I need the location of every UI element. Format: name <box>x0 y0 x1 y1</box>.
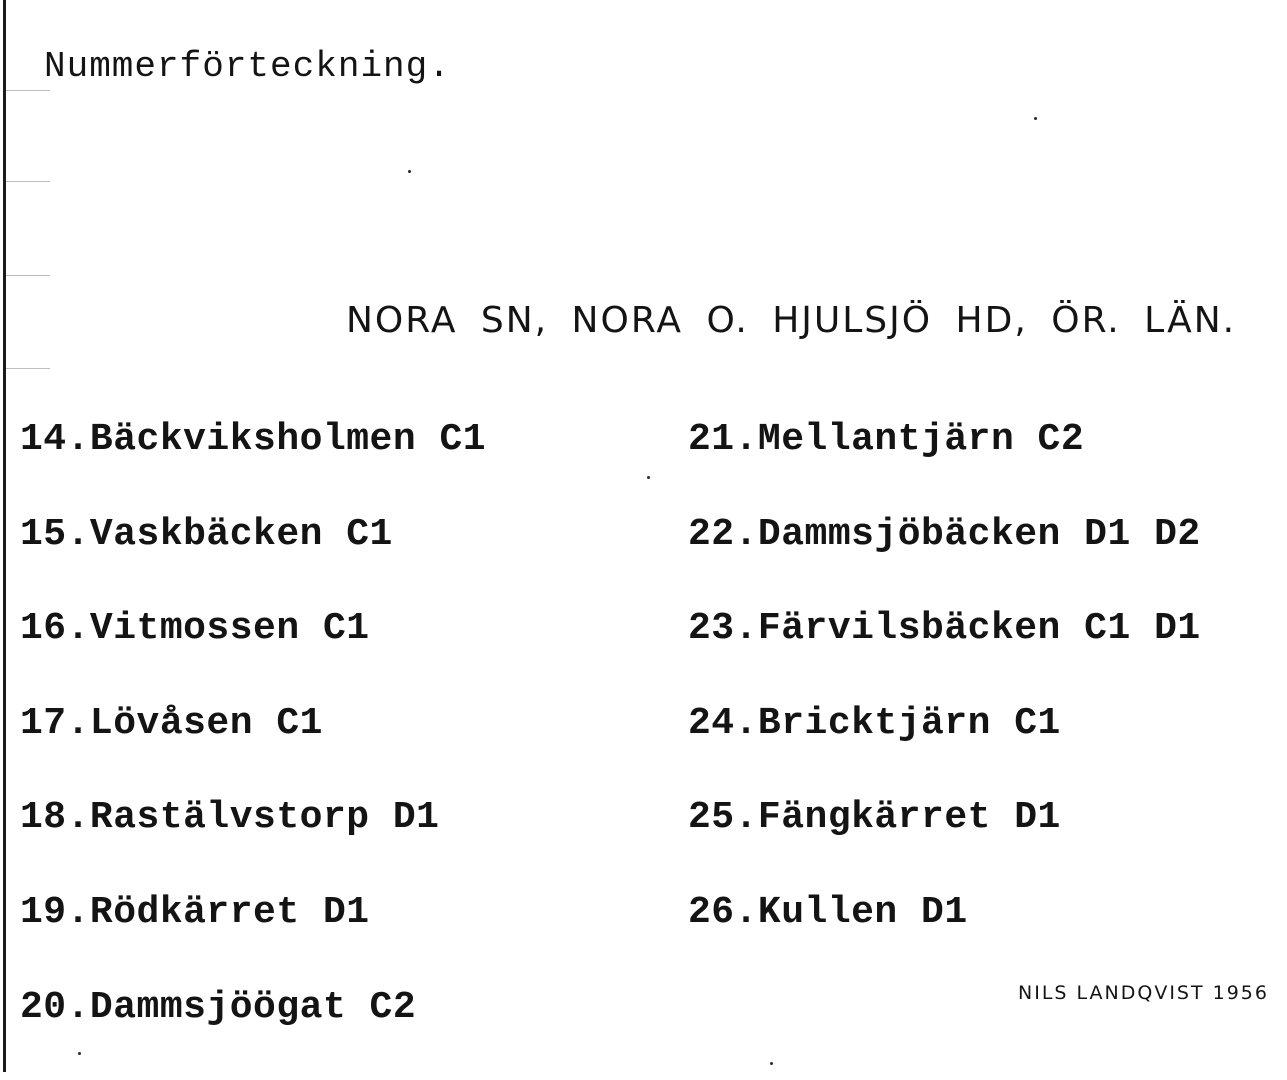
ruled-line <box>6 368 50 369</box>
scan-speck <box>1034 117 1037 120</box>
scan-speck <box>647 476 650 479</box>
scan-speck <box>770 1062 773 1065</box>
ruled-line <box>6 275 50 276</box>
place-entry: 15.Vaskbäcken C1 <box>20 512 393 556</box>
author-stamp: NILS LANDQVIST 1956 <box>1018 982 1269 1004</box>
ruled-line <box>6 181 50 182</box>
scan-speck <box>78 1052 81 1055</box>
place-entry: 14.Bäckviksholmen C1 <box>20 418 487 461</box>
place-entry: 26.Kullen D1 <box>688 890 968 934</box>
place-entry: 20.Dammsjöögat C2 <box>20 985 417 1029</box>
parish-header: NORA SN, NORA O. HJULSJÖ HD, ÖR. LÄN. <box>346 300 1237 341</box>
ruled-line <box>6 90 50 91</box>
place-entry: 23.Färvilsbäcken C1 D1 <box>688 607 1201 651</box>
place-entry: 18.Rastälvstorp D1 <box>20 796 440 840</box>
place-entry: 19.Rödkärret D1 <box>20 890 370 934</box>
place-entry: 25.Fängkärret D1 <box>688 796 1061 840</box>
card-heading: Nummerförteckning. <box>44 46 451 87</box>
scan-speck <box>408 170 411 173</box>
place-entry: 22.Dammsjöbäcken D1 D2 <box>688 512 1201 556</box>
place-entry: 21.Mellantjärn C2 <box>688 418 1085 461</box>
place-entry: 17.Lövåsen C1 <box>20 701 323 745</box>
entries-right-column <box>688 418 1201 986</box>
entries-left-column <box>20 418 486 1080</box>
place-entry: 16.Vitmossen C1 <box>20 607 370 651</box>
place-entry: 24.Bricktjärn C1 <box>688 701 1061 745</box>
card-left-border <box>3 0 6 1072</box>
